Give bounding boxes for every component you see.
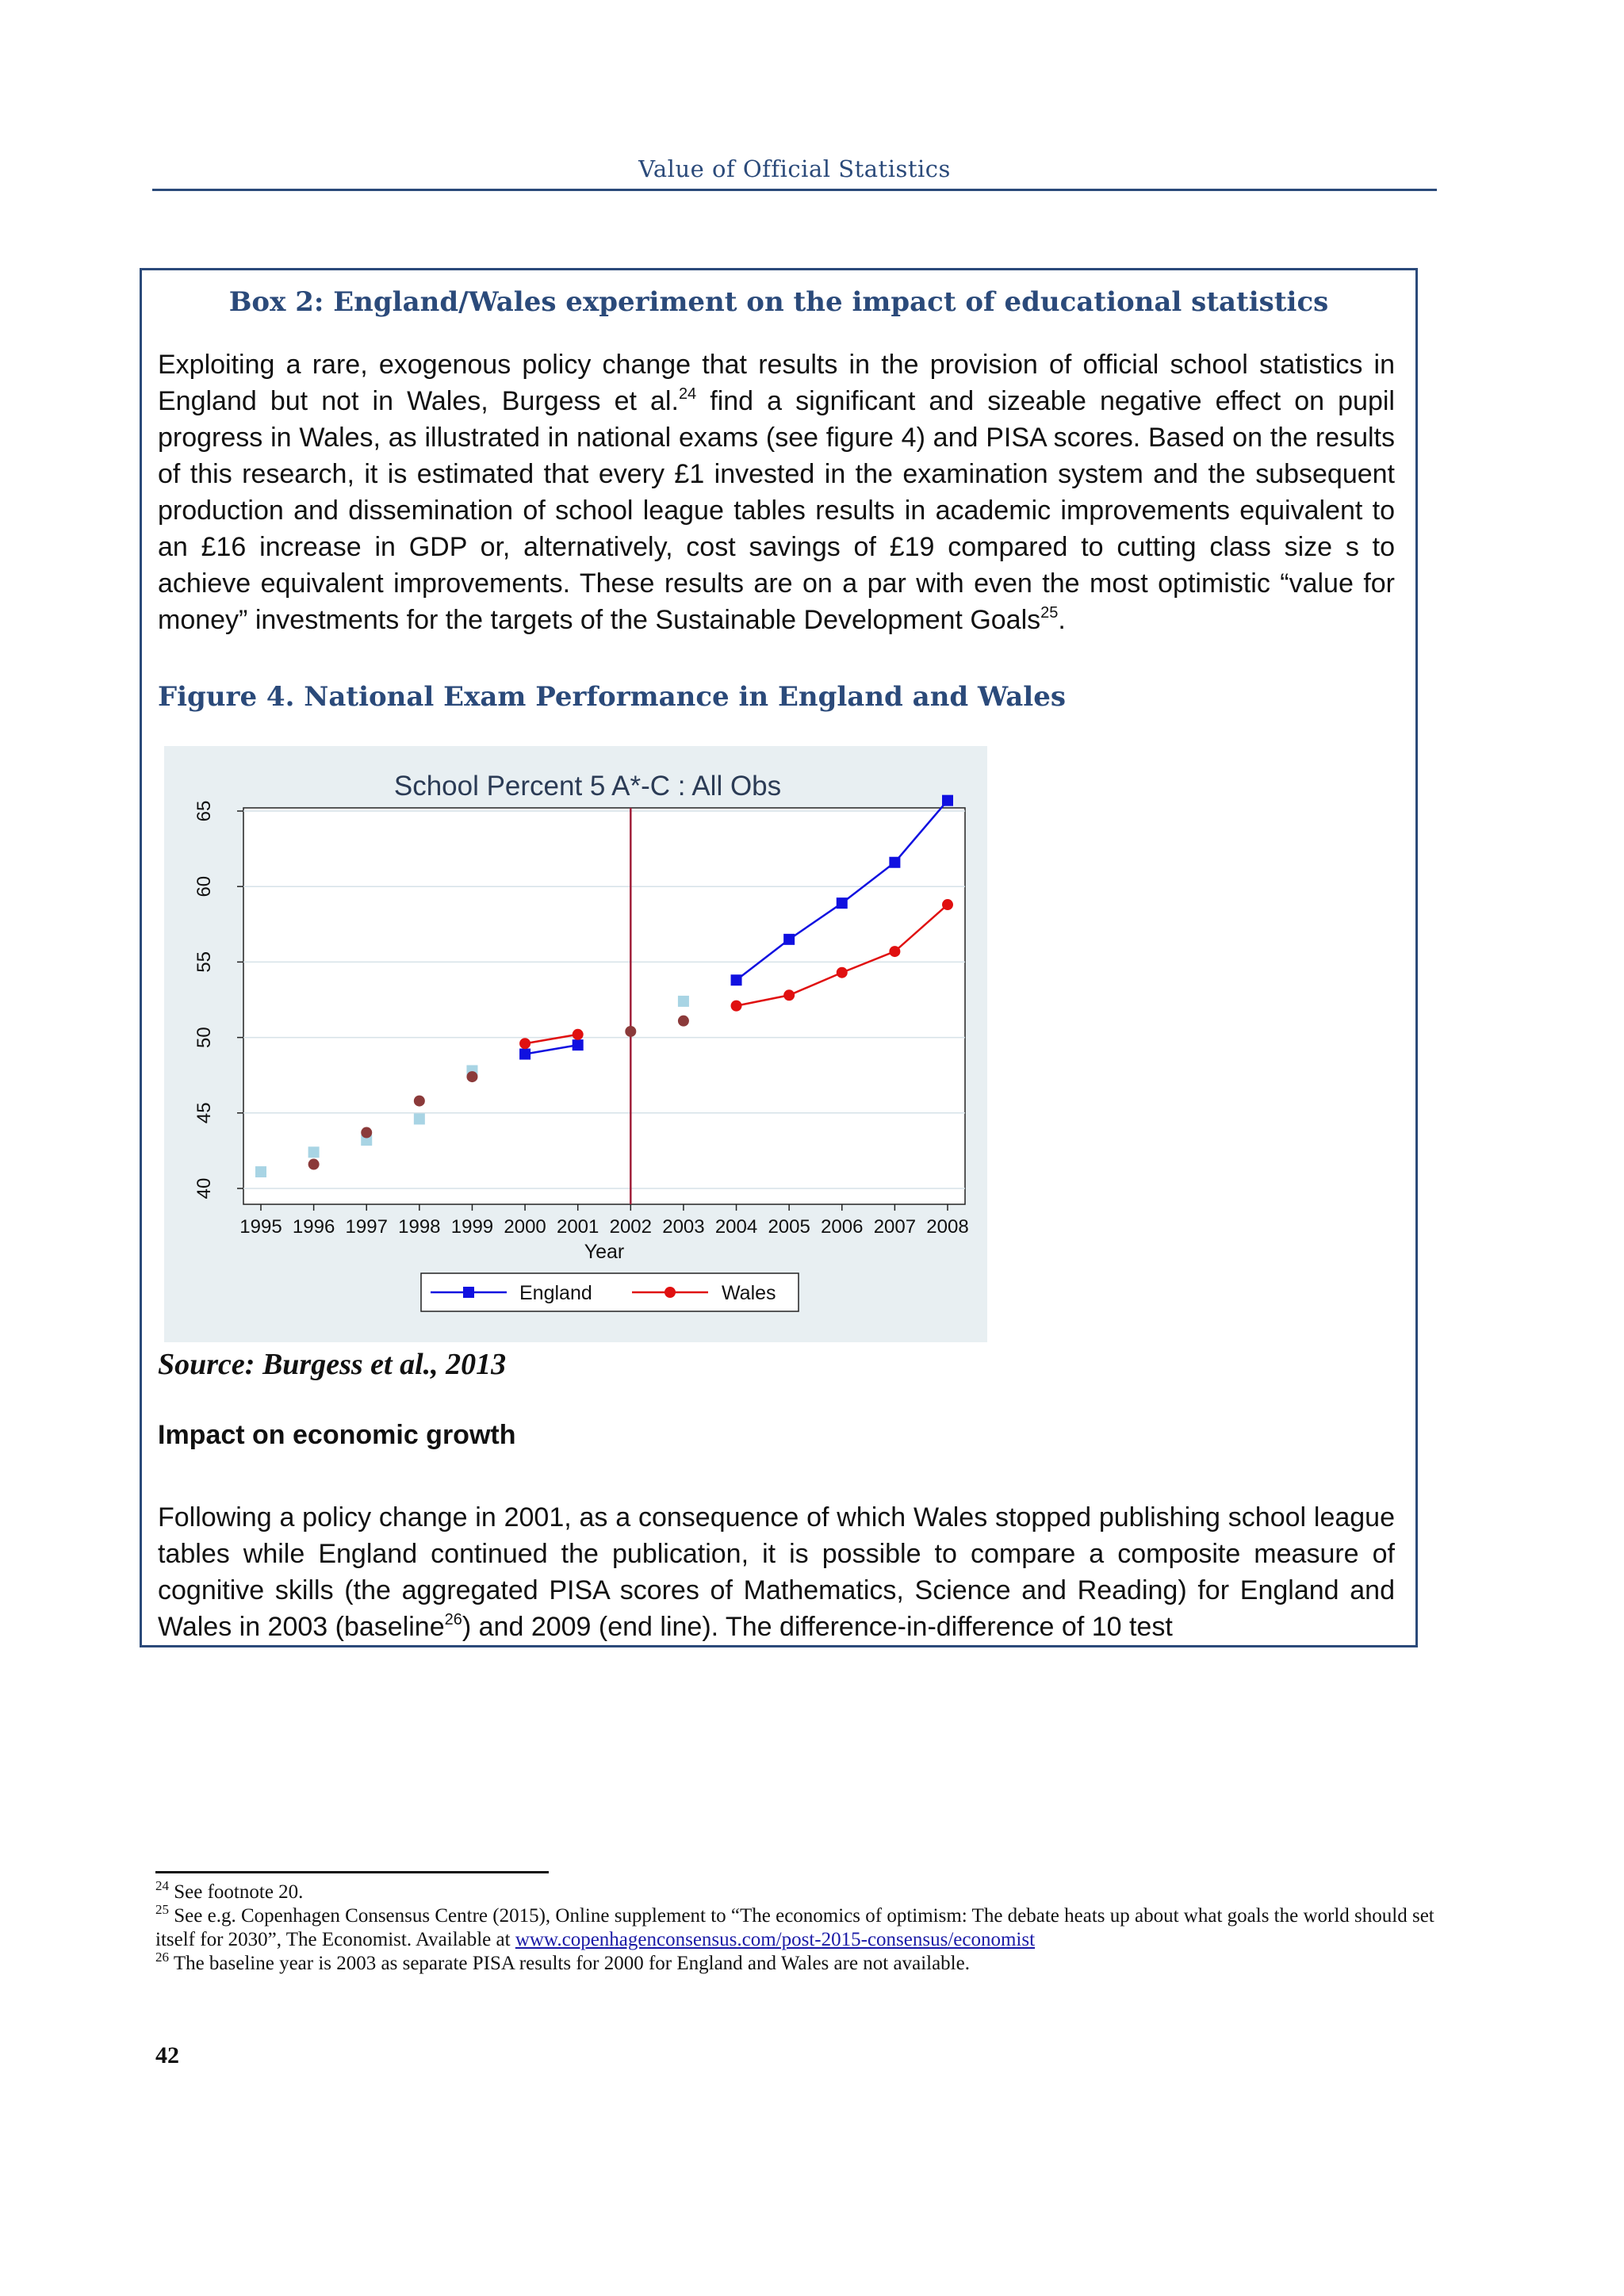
footnote-number: 26 [155,1950,169,1965]
wales-point [889,946,900,957]
wales-unlinked-point [466,1071,477,1082]
x-tick-label: 1995 [239,1216,282,1238]
x-tick-label: 2004 [714,1216,758,1238]
y-tick-label: 55 [193,951,215,973]
legend [421,1273,799,1311]
england-point [942,795,953,806]
x-axis-label: Year [584,1241,625,1263]
england-unlinked-point [255,1166,266,1177]
y-tick-label: 65 [193,800,215,822]
box-paragraph-1 [158,346,1395,638]
para2-text-a: Following a policy change in 2001, as a consequence of which Wales stopped publishing school league tables while England continued the publication, it is possible to compare a composite measure of cognitive skills (the aggregated PISA scores of Mathematics, Science and Reading) for England and Wales in 2003 (baseline [158,1502,1395,1642]
footnote-ref-24[interactable]: 24 [678,385,697,403]
copenhagen-link[interactable]: www.copenhagenconsensus.com/post-2015-consensus/economist [515,1929,1036,1950]
footnote-text: See footnote 20. [174,1881,304,1903]
wales-unlinked-point [361,1127,372,1138]
footnote-number: 24 [155,1878,169,1893]
footnote-25 [155,1904,1440,1952]
england-unlinked-point [308,1146,320,1158]
plot-area [243,808,965,1204]
wales-point [837,967,848,978]
chart-title: School Percent 5 A*-C : All Obs [393,771,782,802]
wales-point [519,1038,530,1049]
wales-point [731,1001,742,1012]
y-tick-label: 40 [193,1177,215,1200]
page-number: 42 [155,2042,179,2068]
wales-point [783,989,795,1001]
x-tick-label: 2003 [662,1216,705,1238]
england-point [783,934,795,945]
box-paragraph-2 [158,1499,1395,1645]
para1-text-b: find a significant and sizeable negative effect on pupil progress in Wales, as illustrated in national exams (see figure 4) and PISA scores. Based on the results of this research, it is estimated that every £1 invested in the examination system and the subsequent production and dissemination of school league tables results in academic improvements equivalent to an £16 increase in GDP or, alternatively, cost savings of £19 compared to cutting class size s to achieve equivalent improvements. These results are on a par with even the most optimistic “value for money” investments for the targets of the Sustainable Development Goals [158,386,1395,635]
figure-4-chart [164,746,987,1342]
x-tick-label: 1998 [398,1216,441,1238]
england-unlinked-point [678,996,689,1007]
x-tick-label: 2007 [873,1216,917,1238]
footnote-ref-26[interactable]: 26 [444,1611,462,1628]
wales-unlinked-point [308,1159,320,1170]
running-header: Value of Official Statistics [638,155,951,182]
england-point [519,1049,530,1060]
x-tick-label: 1999 [450,1216,494,1238]
x-tick-label: 2002 [609,1216,653,1238]
footnote-ref-25[interactable]: 25 [1040,604,1059,622]
x-tick-label: 2006 [821,1216,864,1238]
wales-point [573,1029,584,1040]
x-tick-label: 1997 [345,1216,388,1238]
england-unlinked-point [414,1113,425,1124]
x-tick-label: 2000 [504,1216,546,1238]
footnote-24 [155,1878,1440,1904]
footnote-26 [155,1952,1440,1976]
para2-text-b: ) and 2009 (end line). The difference-in-difference of 10 test [462,1612,1173,1642]
box-title: Box 2: England/Wales experiment on the impact of educational statistics [228,286,1329,318]
wales-unlinked-point [625,1026,636,1037]
figure-title: Figure 4. National Exam Performance in England and Wales [158,681,1066,713]
wales-point [942,899,953,910]
x-tick-label: 2008 [926,1216,969,1238]
footnotes [155,1878,1440,1976]
footnote-text: The baseline year is 2003 as separate PISA results for 2000 for England and Wales are not available. [173,1953,970,1974]
wales-unlinked-point [414,1096,425,1107]
england-point [837,897,848,909]
section-subheading: Impact on economic growth [158,1420,516,1450]
footnote-text: See e.g. Copenhagen Consensus Centre (2015), Online supplement to “The economics of optimism: The debate heats up about what goals the world should set itself for 2030”, The Economist. Available at [155,1905,1434,1950]
box-2 [140,268,1418,1647]
legend-england-marker [463,1287,474,1298]
footnote-rule [155,1871,549,1873]
x-tick-label: 2001 [556,1216,599,1238]
footnote-number: 25 [155,1902,169,1917]
england-point [573,1039,584,1050]
header-rule [152,189,1437,191]
y-tick-label: 45 [193,1102,215,1124]
figure-source: Source: Burgess et al., 2013 [158,1348,507,1381]
legend-wales-label: Wales [722,1282,776,1304]
england-point [889,857,900,868]
para1-end: . [1058,605,1066,635]
legend-wales-marker [665,1287,676,1298]
x-tick-label: 1996 [292,1216,335,1238]
legend-england-label: England [519,1282,592,1304]
england-point [731,974,742,985]
y-tick-label: 50 [193,1027,215,1048]
y-tick-label: 60 [193,875,215,897]
wales-unlinked-point [678,1016,689,1027]
chart-svg [164,746,987,1342]
para1-text-a: Exploiting a rare, exogenous policy change that results in the provision of official school statistics in England but not in Wales, Burgess et al. [158,350,1395,416]
x-tick-label: 2005 [768,1216,810,1238]
